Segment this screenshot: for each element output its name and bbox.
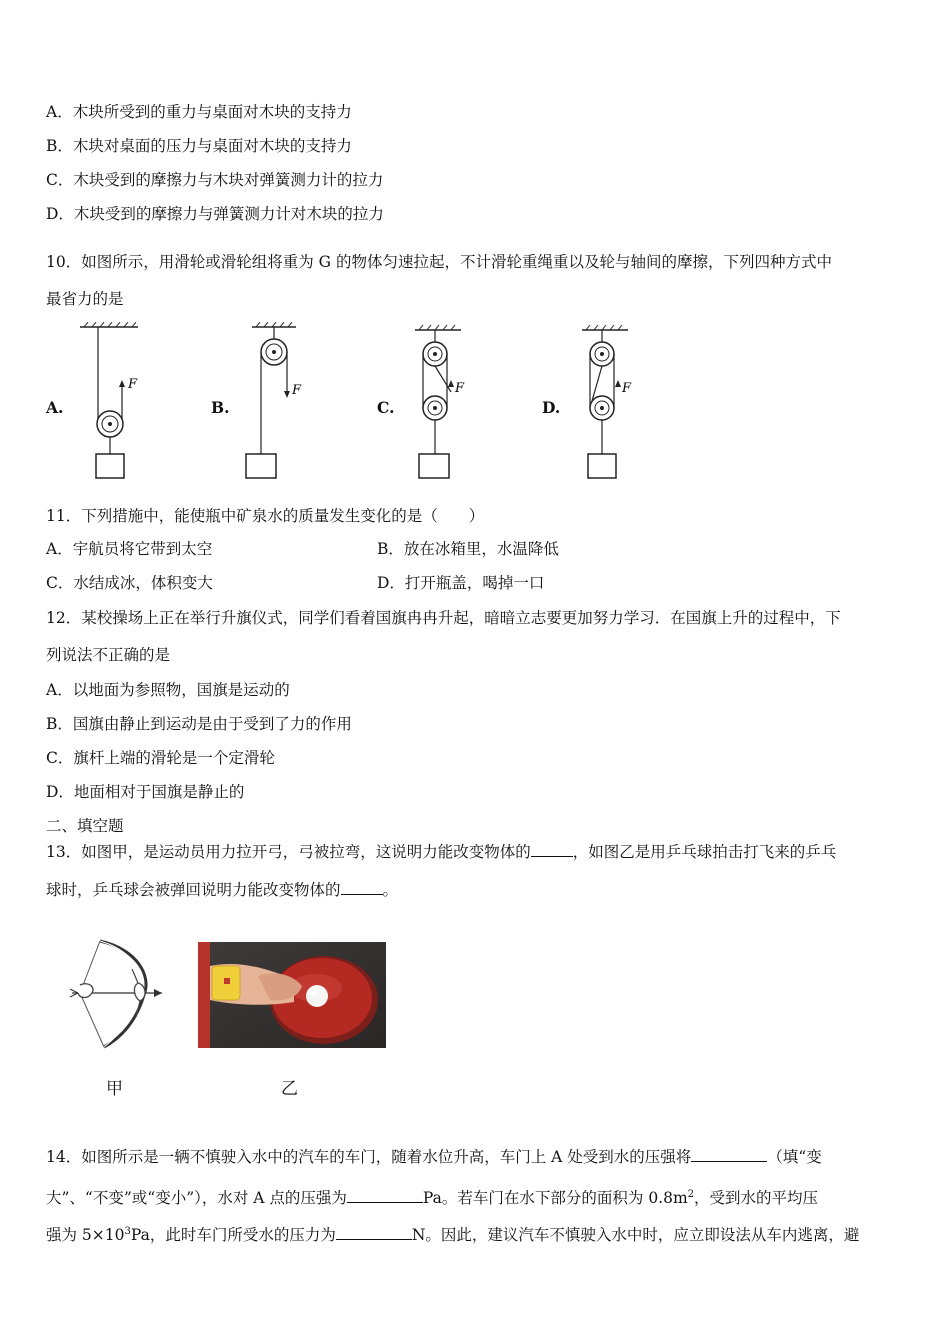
q9-option-b: B．木块对桌面的压力与桌面对木块的支持力 xyxy=(46,137,352,155)
q14-blank-3[interactable] xyxy=(336,1225,412,1240)
q12-option-c: C．旗杆上端的滑轮是一个定滑轮 xyxy=(46,749,275,767)
q14-line1: 14．如图所示是一辆不慎驶入水中的汽车的车门，随着水位升高，车门上 A 处受到水的压强将 （填“变 xyxy=(46,1148,822,1166)
pulley-figure-d xyxy=(572,322,642,482)
q13-line1: 13．如图甲，是运动员用力拉开弓，弓被拉弯，这说明力能改变物体的 ，如图乙是用乒乓球拍击打飞来的乒乓 xyxy=(46,843,837,861)
pulley-figure-a xyxy=(78,322,148,482)
q9-option-a: A．木块所受到的重力与桌面对木块的支持力 xyxy=(46,103,352,121)
q11-option-b: B．放在冰箱里，水温降低 xyxy=(377,540,559,558)
q10-label-c: C. xyxy=(377,398,395,417)
force-label-c: F xyxy=(455,381,465,396)
caption-yi: 乙 xyxy=(281,1079,298,1099)
q11-option-d: D．打开瓶盖，喝掉一口 xyxy=(377,574,545,592)
q14-line3: 强为 $5\times 10^3Pa$，此时车门所受水的压力为 N。因此，建议汽车不慎驶入水中时，应立即设法从车内逃离，避 xyxy=(46,1226,860,1245)
q9-option-c: C．木块受到的摩擦力与木块对弹簧测力计的拉力 xyxy=(46,171,384,189)
q14-blank-1[interactable] xyxy=(691,1147,767,1162)
q11-option-a: A．宇航员将它带到太空 xyxy=(46,540,213,558)
q12-stem-line2: 列说法不正确的是 xyxy=(46,646,171,664)
pulley-figure-b xyxy=(240,322,310,482)
q10-label-a: A. xyxy=(46,398,64,417)
q11-option-c: C．水结成冰，体积变大 xyxy=(46,574,213,592)
section-heading: 二、填空题 xyxy=(46,817,124,835)
q12-option-d: D．地面相对于国旗是静止的 xyxy=(46,783,245,801)
q13-blank-1[interactable] xyxy=(531,842,573,857)
q9-option-d: D．木块受到的摩擦力与弹簧测力计对木块的拉力 xyxy=(46,205,384,223)
q12-stem-line1: 12．某校操场上正在举行升旗仪式，同学们看着国旗冉冉升起，暗暗立志要更加努力学习．在国旗上升的过程中，下 xyxy=(46,609,841,627)
force-label-d: F xyxy=(622,381,632,396)
q10-stem-line1: 10．如图所示，用滑轮或滑轮组将重为 G 的物体匀速拉起，不计滑轮重绳重以及轮与轴间的摩擦，下列四种方式中 xyxy=(46,253,832,271)
q10-label-d: D. xyxy=(542,398,561,417)
q13-blank-2[interactable] xyxy=(341,880,383,895)
q10-label-b: B. xyxy=(211,398,230,417)
q13-line2: 球时，乒乓球会被弹回说明力能改变物体的 。 xyxy=(46,881,399,899)
caption-jia: 甲 xyxy=(106,1079,123,1099)
q14-blank-2[interactable] xyxy=(347,1188,423,1203)
pulley-figure-c xyxy=(405,322,475,482)
force-label-a: F xyxy=(128,377,138,392)
q14-line2: 大”、“不变”或“变小”），水对 A 点的压强为 Pa。若车门在水下部分的面积为 $0.8m^2$，受到水的平均压 xyxy=(46,1189,819,1208)
bow-figure xyxy=(66,935,166,1053)
table-tennis-photo xyxy=(198,942,386,1048)
q12-option-a: A．以地面为参照物，国旗是运动的 xyxy=(46,681,290,699)
force-label-b: F xyxy=(292,383,302,398)
q10-stem-line2: 最省力的是 xyxy=(46,290,124,308)
q11-stem: 11．下列措施中，能使瓶中矿泉水的质量发生变化的是（ ） xyxy=(46,507,485,525)
q12-option-b: B．国旗由静止到运动是由于受到了力的作用 xyxy=(46,715,352,733)
